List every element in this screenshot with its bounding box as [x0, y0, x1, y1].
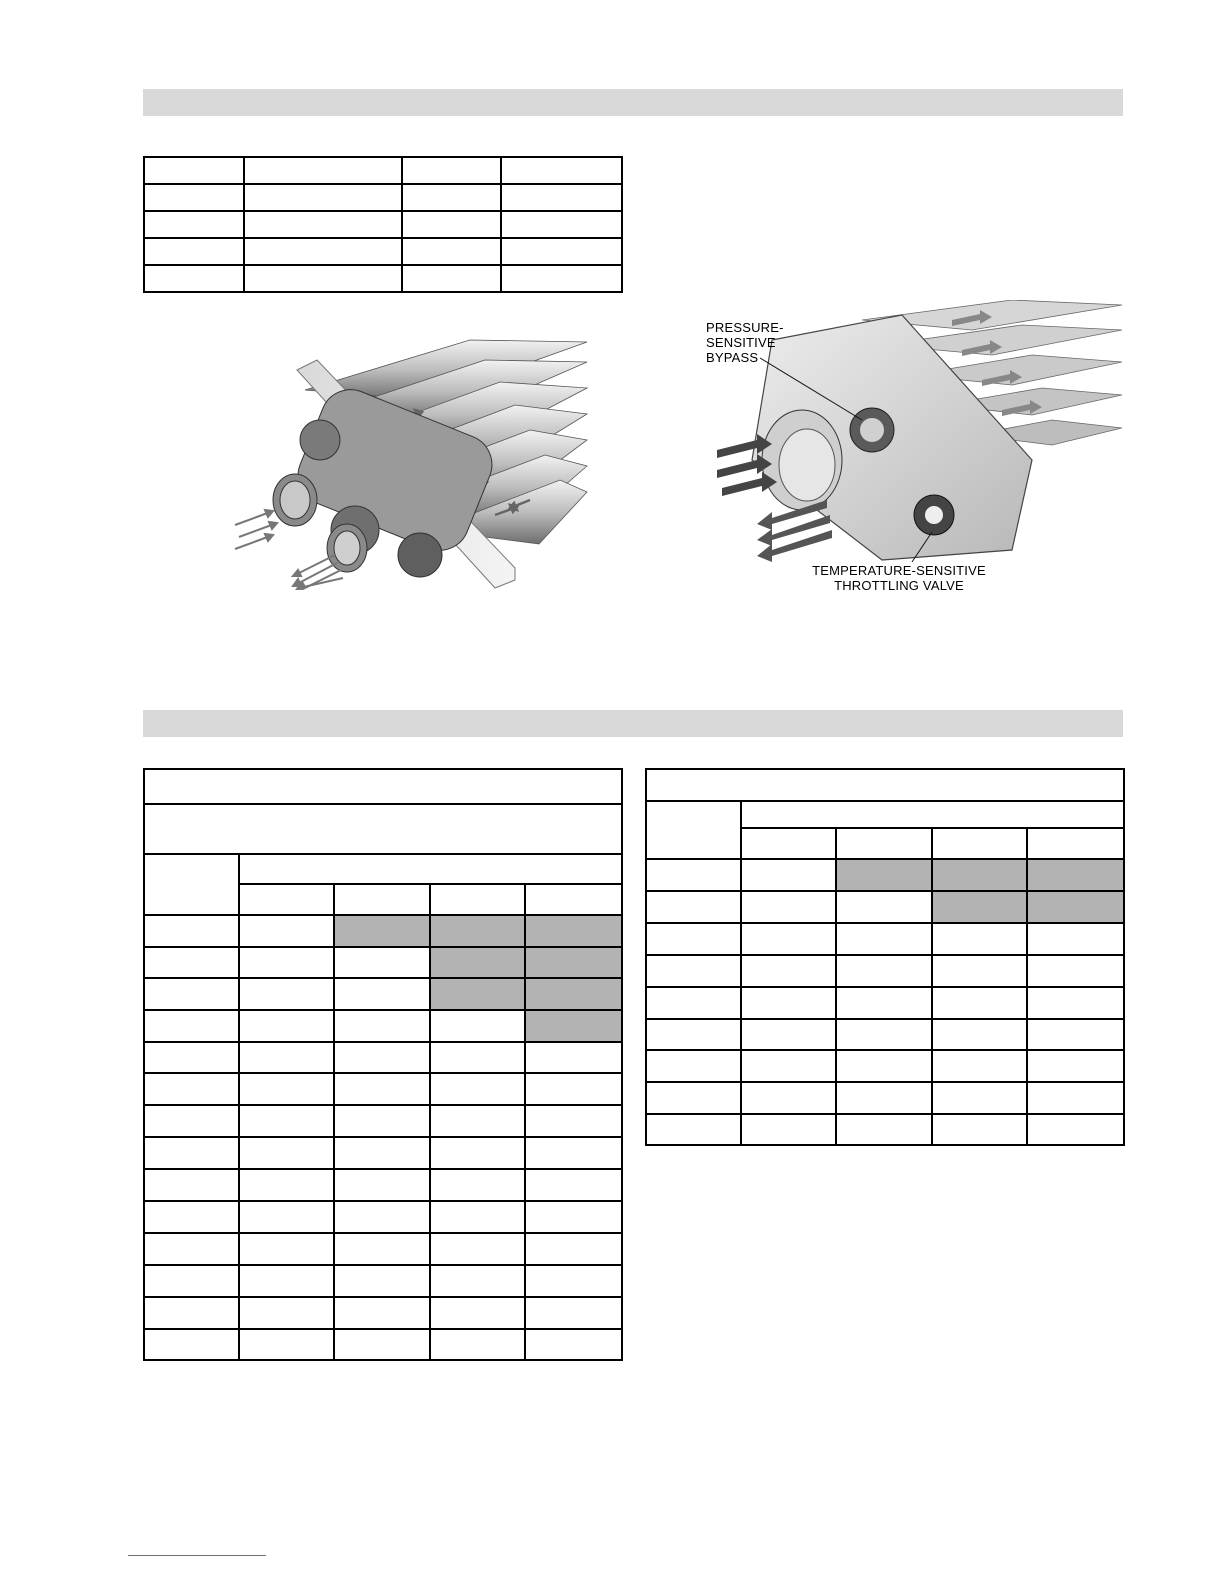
callout-temperature-sensitive-valve: [812, 563, 986, 593]
table-row: [144, 1137, 622, 1169]
table-row: [144, 1042, 622, 1073]
section-header-band-bottom: [143, 710, 1123, 737]
table-row: [144, 1265, 622, 1297]
table-row: [144, 915, 622, 947]
footer-link-underline[interactable]: [128, 1555, 266, 1556]
table-row: [646, 1082, 1124, 1114]
table-row: [646, 1050, 1124, 1082]
data-table-right: [645, 768, 1125, 1146]
table-row: [144, 1201, 622, 1233]
callout-pressure-sensitive-bypass: [706, 320, 784, 365]
table-row: [144, 1329, 622, 1360]
table-row: [646, 923, 1124, 955]
table-row: [646, 1114, 1124, 1145]
callout-line: PRESSURE-: [706, 320, 784, 335]
table-row: [646, 859, 1124, 891]
table-header-row: [646, 801, 1124, 828]
table-subtitle-row: [144, 804, 622, 854]
flow-arrows-inlet-right: [717, 434, 777, 496]
table-row: [144, 157, 622, 184]
table-row: [144, 211, 622, 238]
callout-line: TEMPERATURE-SENSITIVE: [812, 563, 986, 578]
table-row: [144, 1297, 622, 1329]
callout-line: SENSITIVE: [706, 335, 776, 350]
callout-line: THROTTLING VALVE: [834, 578, 964, 593]
table-row: [646, 891, 1124, 923]
table-row: [144, 238, 622, 265]
table-row: [144, 1169, 622, 1201]
heat-exchanger-illustration: [225, 330, 595, 590]
table-row: [144, 978, 622, 1010]
table-row: [144, 265, 622, 292]
table-row: [646, 987, 1124, 1019]
table-row: [646, 955, 1124, 987]
table-row: [144, 947, 622, 978]
table-row: [144, 1073, 622, 1105]
table-row: [144, 184, 622, 211]
table-title-row: [646, 769, 1124, 801]
callout-line: BYPASS: [706, 350, 759, 365]
table-row: [144, 1105, 622, 1137]
spec-table-top: [143, 156, 623, 293]
table-row: [144, 1233, 622, 1265]
table-row: [646, 1019, 1124, 1050]
data-table-left: [143, 768, 623, 1361]
table-row: [144, 1010, 622, 1042]
table-title-row: [144, 769, 622, 804]
section-header-band-top: [143, 89, 1123, 116]
table-header-row: [144, 854, 622, 884]
